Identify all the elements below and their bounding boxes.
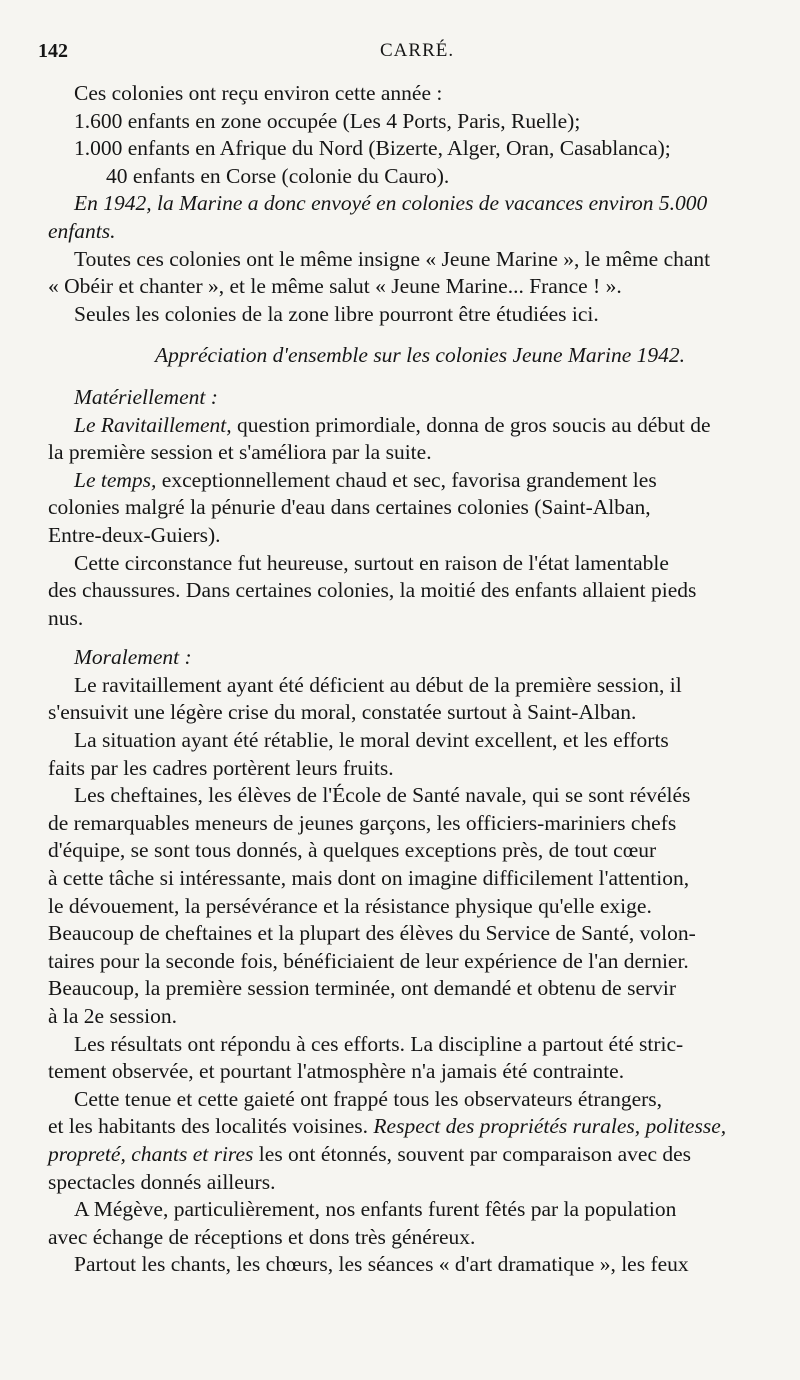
text-line: d'équipe, se sont tous donnés, à quelques exceptions près, de tout cœur (48, 838, 657, 863)
text-line: Ces colonies ont reçu environ cette année : (74, 81, 443, 105)
text-line (48, 1113, 778, 1141)
text-line: s'ensuivit une légère crise du moral, constatée surtout à Saint-Alban. (48, 700, 637, 725)
text-line: le dévouement, la persévérance et la résistance physique qu'elle exige. (48, 893, 652, 918)
text-line: à cette tâche si intéressante, mais dont on imagine difficilement l'attention, (48, 866, 690, 891)
text-line: à la 2e session. (48, 1004, 177, 1028)
text-line: 40 enfants en Corse (colonie du Cauro). (106, 163, 450, 188)
subheading (48, 384, 778, 412)
text-line: nus. (48, 605, 84, 630)
text-line: Cette circonstance fut heureuse, surtout en raison de l'état lamentable (74, 550, 669, 575)
subheading-text: Moralement : (74, 645, 192, 670)
page-body (48, 80, 778, 1279)
page-number: 142 (38, 40, 68, 62)
running-header (0, 40, 800, 70)
text-line (48, 190, 778, 218)
text-line: Entre-deux-Guiers). (48, 522, 221, 547)
text-span: les ont étonnés, souvent par comparaison avec des (253, 1141, 692, 1166)
text-line: spectacles donnés ailleurs. (48, 1169, 276, 1194)
section-heading (48, 342, 778, 370)
text-line (48, 467, 778, 495)
text-span: exceptionnellement chaud et sec, favorisa grandement les (156, 467, 657, 492)
text-line: Beaucoup, la première session terminée, ont demandé et obtenu de servir (48, 976, 677, 1001)
text-line: avec échange de réceptions et dons très généreux. (48, 1224, 476, 1249)
text-line: Le ravitaillement ayant été déficient au début de la première session, il (74, 672, 682, 697)
text-line: de remarquables meneurs de jeunes garçons, les officiers-mariniers chefs (48, 810, 677, 835)
italic-text: enfants. (48, 218, 116, 243)
italic-text: Respect des propriétés rurales, politesse, (373, 1114, 727, 1139)
text-line (48, 218, 778, 246)
text-line (48, 412, 778, 440)
running-title: CARRÉ. (380, 40, 455, 61)
italic-text: En 1942, la Marine a donc envoyé en colonies de vacances environ 5.000 (74, 191, 708, 216)
subheading-text: Matériellement : (74, 384, 218, 409)
spacer (48, 328, 778, 342)
text-line: taires pour la seconde fois, bénéficiaient de leur expérience de l'an dernier. (48, 948, 689, 973)
text-line: colonies malgré la pénurie d'eau dans certaines colonies (Saint-Alban, (48, 495, 651, 520)
text-line: faits par les cadres portèrent leurs fruits. (48, 755, 394, 780)
spacer (48, 632, 778, 644)
text-line (48, 1141, 778, 1169)
text-line: « Obéir et chanter », et le même salut « Jeune Marine... France ! ». (48, 274, 622, 299)
text-line: 1.000 enfants en Afrique du Nord (Bizerte, Alger, Oran, Casablanca); (74, 136, 671, 161)
italic-text: Le temps, (74, 467, 157, 492)
spacer (48, 370, 778, 384)
section-heading-text: Appréciation d'ensemble sur les colonies Jeune Marine 1942. (154, 343, 686, 368)
subheading (48, 644, 778, 672)
text-line: la première session et s'améliora par la suite. (48, 440, 432, 465)
text-line: Cette tenue et cette gaieté ont frappé tous les observateurs étrangers, (74, 1086, 663, 1111)
text-line: Beaucoup de cheftaines et la plupart des élèves du Service de Santé, volon- (48, 921, 696, 946)
text-line: A Mégève, particulièrement, nos enfants furent fêtés par la population (74, 1197, 677, 1222)
text-line: Les cheftaines, les élèves de l'École de Santé navale, qui se sont révélés (74, 783, 691, 808)
text-line: tement observée, et pourtant l'atmosphère n'a jamais été contrainte. (48, 1059, 625, 1084)
text-line: des chaussures. Dans certaines colonies, la moitié des enfants allaient pieds (48, 578, 697, 603)
text-line: 1.600 enfants en zone occupée (Les 4 Ports, Paris, Ruelle); (74, 108, 581, 133)
italic-text: propreté, chants et rires (48, 1141, 254, 1166)
text-line: Les résultats ont répondu à ces efforts. La discipline a partout été stric- (74, 1031, 684, 1056)
text-line: La situation ayant été rétablie, le moral devint excellent, et les efforts (74, 728, 669, 753)
text-span: et les habitants des localités voisines. (48, 1114, 374, 1139)
text-line: Toutes ces colonies ont le même insigne « Jeune Marine », le même chant (74, 246, 711, 271)
text-span: question primordiale, donna de gros soucis au début de (231, 412, 711, 437)
text-line: Partout les chants, les chœurs, les séances « d'art dramatique », les feux (74, 1252, 689, 1277)
text-line: Seules les colonies de la zone libre pourront être étudiées ici. (74, 301, 599, 326)
italic-text: Le Ravitaillement, (74, 412, 232, 437)
